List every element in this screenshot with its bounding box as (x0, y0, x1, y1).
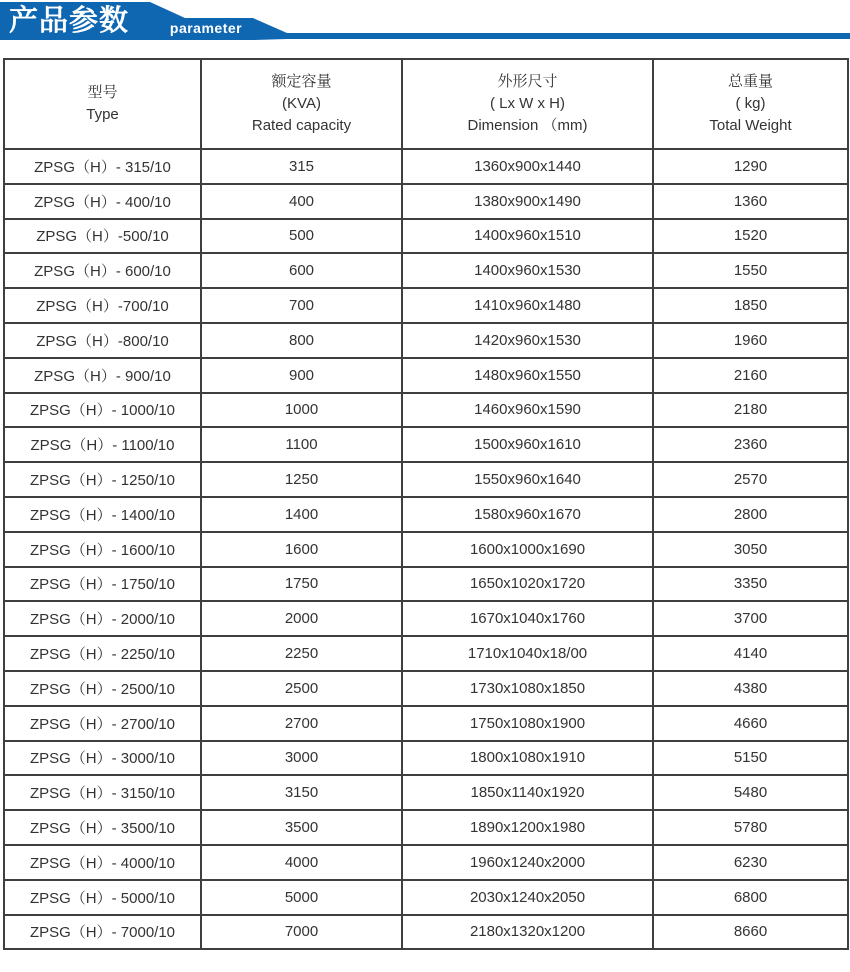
table-cell: 1500x960x1610 (402, 427, 653, 462)
table-cell: ZPSG（H）- 315/10 (4, 149, 201, 184)
table-row (4, 567, 848, 602)
table-cell: ZPSG（H）- 5000/10 (4, 880, 201, 915)
table-cell: 2180 (653, 393, 848, 428)
product-spec-table (3, 58, 849, 950)
table-cell: 1960x1240x2000 (402, 845, 653, 880)
table-cell: 2160 (653, 358, 848, 393)
table-row (4, 219, 848, 254)
table-cell: ZPSG（H）- 1100/10 (4, 427, 201, 462)
table-cell: 315 (201, 149, 402, 184)
table-cell: ZPSG（H）- 1750/10 (4, 567, 201, 602)
table-cell: ZPSG（H）-700/10 (4, 288, 201, 323)
table-cell: 4140 (653, 636, 848, 671)
table-row (4, 497, 848, 532)
table-cell: ZPSG（H）- 900/10 (4, 358, 201, 393)
table-cell: 1600 (201, 532, 402, 567)
table-cell: 1410x960x1480 (402, 288, 653, 323)
table-cell: ZPSG（H）- 4000/10 (4, 845, 201, 880)
table-cell: 4660 (653, 706, 848, 741)
table-cell: 1750 (201, 567, 402, 602)
table-cell: 2000 (201, 601, 402, 636)
column-header (4, 59, 201, 149)
table-cell: 7000 (201, 915, 402, 950)
table-row (4, 810, 848, 845)
table-cell: 700 (201, 288, 402, 323)
table-row (4, 532, 848, 567)
column-header (201, 59, 402, 149)
table-cell: ZPSG（H）- 3150/10 (4, 775, 201, 810)
table-cell: 2500 (201, 671, 402, 706)
column-header-line: Rated capacity (251, 117, 352, 134)
table-row (4, 253, 848, 288)
table-cell: ZPSG（H）- 3500/10 (4, 810, 201, 845)
table-cell: 5150 (653, 741, 848, 776)
column-header (653, 59, 848, 149)
table-cell: 1710x1040x18/00 (402, 636, 653, 671)
table-cell: ZPSG（H）- 600/10 (4, 253, 201, 288)
table-cell: 1100 (201, 427, 402, 462)
table-cell: ZPSG（H）- 400/10 (4, 184, 201, 219)
table-cell: 500 (201, 219, 402, 254)
table-cell: 1480x960x1550 (402, 358, 653, 393)
table-cell: 1600x1000x1690 (402, 532, 653, 567)
table-cell: 2250 (201, 636, 402, 671)
table-cell: 1400x960x1530 (402, 253, 653, 288)
table-body (4, 149, 848, 949)
section-banner (0, 0, 850, 42)
table-cell: 3150 (201, 775, 402, 810)
column-header-line: Dimension （mm) (467, 117, 588, 134)
table-cell: 400 (201, 184, 402, 219)
table-cell: ZPSG（H）- 2000/10 (4, 601, 201, 636)
table-cell: 1420x960x1530 (402, 323, 653, 358)
section-title: 产品参数 (9, 5, 130, 37)
table-row (4, 427, 848, 462)
table-cell: 1750x1080x1900 (402, 706, 653, 741)
table-cell: 6800 (653, 880, 848, 915)
table-cell: 1380x900x1490 (402, 184, 653, 219)
table-cell: 3350 (653, 567, 848, 602)
table-row (4, 671, 848, 706)
table-cell: 6230 (653, 845, 848, 880)
table-cell: 1360x900x1440 (402, 149, 653, 184)
table-row (4, 915, 848, 950)
table-cell: 2180x1320x1200 (402, 915, 653, 950)
table-cell: 2030x1240x2050 (402, 880, 653, 915)
table-cell: 3050 (653, 532, 848, 567)
column-header-line: Type (86, 106, 119, 123)
table-cell: 1580x960x1670 (402, 497, 653, 532)
table-row (4, 288, 848, 323)
table-row (4, 601, 848, 636)
column-header-line: 额定容量 (271, 73, 332, 90)
column-header-line: 外形尺寸 (497, 73, 558, 90)
table-row (4, 393, 848, 428)
table-cell: 5000 (201, 880, 402, 915)
table-cell: 1400 (201, 497, 402, 532)
table-row (4, 462, 848, 497)
table-row (4, 741, 848, 776)
table-cell: 3700 (653, 601, 848, 636)
table-cell: 2700 (201, 706, 402, 741)
table-row (4, 845, 848, 880)
table-cell: 800 (201, 323, 402, 358)
table-cell: ZPSG（H）- 1600/10 (4, 532, 201, 567)
table-cell: ZPSG（H）- 3000/10 (4, 741, 201, 776)
table-cell: ZPSG（H）-800/10 (4, 323, 201, 358)
table-cell: 1550x960x1640 (402, 462, 653, 497)
table-cell: 3000 (201, 741, 402, 776)
table-row (4, 706, 848, 741)
table-cell: 2800 (653, 497, 848, 532)
table-row (4, 880, 848, 915)
table-cell: 1250 (201, 462, 402, 497)
table-cell: 1960 (653, 323, 848, 358)
table-row (4, 323, 848, 358)
table-cell: 5480 (653, 775, 848, 810)
column-header-line: ( kg) (735, 95, 766, 112)
table-cell: 2360 (653, 427, 848, 462)
table-cell: 2570 (653, 462, 848, 497)
table-cell: ZPSG（H）- 1000/10 (4, 393, 201, 428)
column-header-line: 总重量 (727, 73, 773, 90)
column-header (402, 59, 653, 149)
table-row (4, 358, 848, 393)
table-cell: 600 (201, 253, 402, 288)
table-row (4, 775, 848, 810)
column-header-line: (KVA) (282, 95, 321, 112)
table-cell: ZPSG（H）- 1400/10 (4, 497, 201, 532)
table-cell: ZPSG（H）- 2250/10 (4, 636, 201, 671)
table-cell: 4380 (653, 671, 848, 706)
header-row (4, 59, 848, 149)
table-cell: 3500 (201, 810, 402, 845)
table-cell: 900 (201, 358, 402, 393)
table-cell: 5780 (653, 810, 848, 845)
table-cell: 1520 (653, 219, 848, 254)
table-cell: 1730x1080x1850 (402, 671, 653, 706)
table-cell: 1800x1080x1910 (402, 741, 653, 776)
table-cell: ZPSG（H）- 7000/10 (4, 915, 201, 950)
table-cell: 1850x1140x1920 (402, 775, 653, 810)
table-cell: 1460x960x1590 (402, 393, 653, 428)
table-cell: ZPSG（H）- 1250/10 (4, 462, 201, 497)
column-header-line: 型号 (87, 84, 118, 101)
table-cell: 4000 (201, 845, 402, 880)
table-cell: 1290 (653, 149, 848, 184)
table-row (4, 636, 848, 671)
table-row (4, 149, 848, 184)
table-cell: 1000 (201, 393, 402, 428)
section-subtitle: parameter (169, 20, 243, 36)
table-cell: 8660 (653, 915, 848, 950)
table-cell: 1850 (653, 288, 848, 323)
table-cell: 1670x1040x1760 (402, 601, 653, 636)
table-cell: ZPSG（H）-500/10 (4, 219, 201, 254)
table-cell: ZPSG（H）- 2700/10 (4, 706, 201, 741)
column-header-line: ( Lx W x H) (490, 95, 565, 112)
table-cell: 1890x1200x1980 (402, 810, 653, 845)
table-cell: 1400x960x1510 (402, 219, 653, 254)
table-cell: 1360 (653, 184, 848, 219)
table-cell: 1550 (653, 253, 848, 288)
column-header-line: Total Weight (709, 117, 792, 134)
table-row (4, 184, 848, 219)
table-cell: ZPSG（H）- 2500/10 (4, 671, 201, 706)
table-cell: 1650x1020x1720 (402, 567, 653, 602)
